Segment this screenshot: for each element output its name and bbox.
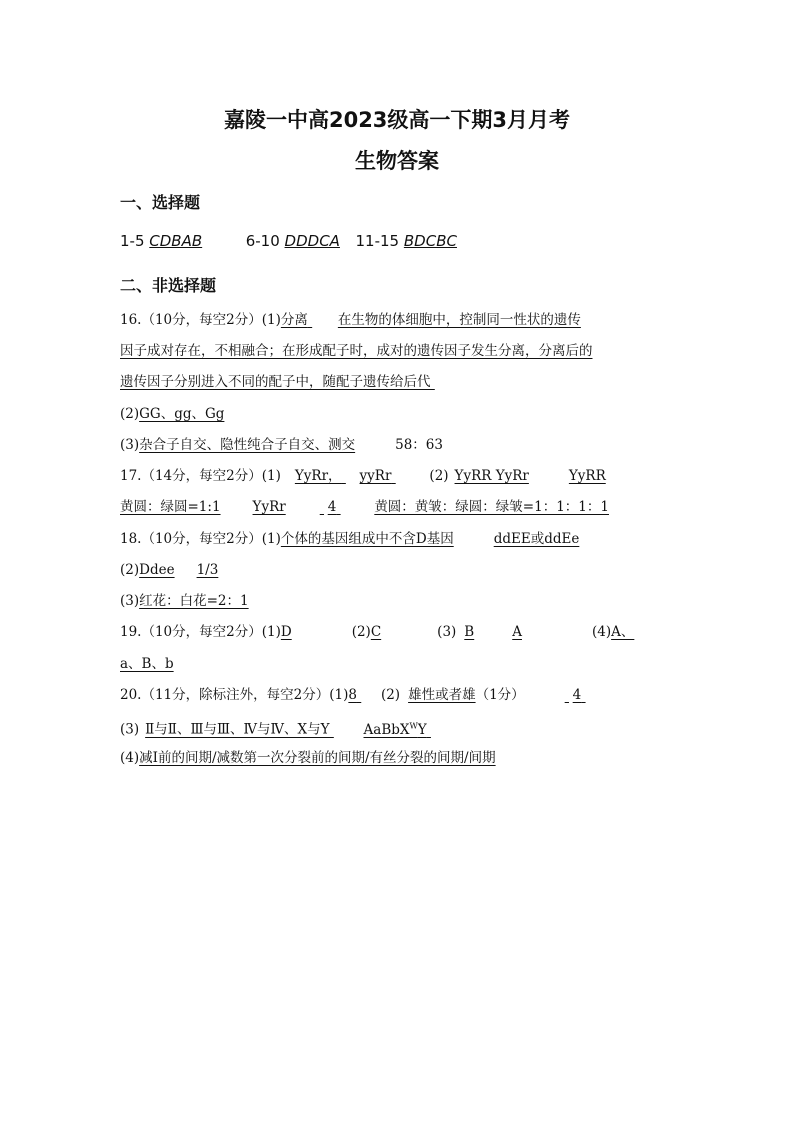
- q20-answer5-base: AaBbX: [363, 721, 410, 738]
- page-subtitle: 生物答案: [355, 149, 439, 173]
- q20-head: 20.（11分，除标注外，每空2分）(1): [120, 687, 349, 703]
- q19-answer4: A: [512, 624, 522, 640]
- q16-answer2-part2: 因子成对存在，不相融合；在形成配子时，成对的遗传因子发生分离，分离后的: [120, 343, 593, 359]
- mcq-group2-label: 6-10: [245, 232, 280, 250]
- q20-answer2-note: （1分）: [475, 687, 525, 703]
- mcq-group1-answers: CDBAB: [149, 232, 203, 250]
- q18-answer1: 个体的基因组成中不含D基因: [280, 531, 454, 547]
- q18-part3-prefix: (3): [120, 593, 140, 609]
- q19-head: 19.（10分，每空2分）(1): [120, 624, 281, 640]
- q16-part2-answer: GG、gg、Gg: [139, 406, 225, 422]
- mcq-answers-row: [120, 232, 457, 250]
- q17-answer5: 黄圆：绿圆=1:1: [120, 499, 221, 515]
- q17-answer8: 黄圆：黄皱：绿圆：绿皱=1：1：1：1: [374, 499, 609, 515]
- q20-part2-prefix: (2): [380, 687, 401, 703]
- q17-part2-prefix: (2): [429, 468, 449, 484]
- q18-line2: [120, 560, 218, 580]
- q17-answer7: 4: [327, 499, 337, 515]
- q17-head: 17.（14分，每空2分）(1): [120, 468, 281, 484]
- q20-line3: [120, 748, 496, 768]
- q18-answer4: 1/3: [196, 562, 219, 578]
- q19-answer5-part1: A、: [611, 624, 635, 640]
- q16-part3-answer1: 杂合子自交、隐性纯合子自交、测交: [139, 437, 356, 453]
- q18-part2-prefix: (2): [120, 562, 140, 578]
- q18-line1: [120, 529, 579, 549]
- q17-line2: [120, 497, 609, 517]
- q17-answer4: YyRR: [568, 468, 606, 484]
- q19-answer3: B: [464, 624, 475, 640]
- mcq-group2-answers: DDDCA: [284, 232, 340, 250]
- q20-answer5-end: Y: [417, 721, 427, 738]
- section-choice-heading: 一、选择题: [120, 193, 201, 212]
- q18-line3: [120, 591, 249, 611]
- q20-answer5-sup: W: [409, 721, 418, 730]
- q16-part2-prefix: (2): [120, 406, 140, 422]
- q16-answer2-part1: 在生物的体细胞中，控制同一性状的遗传: [337, 312, 581, 328]
- q16-part3-answer2: 58：63: [395, 437, 443, 453]
- q19-answer1: D: [280, 624, 292, 640]
- q16-part3-prefix: (3): [120, 437, 140, 453]
- q20-answer6: 减Ⅰ前的间期/减数第一次分裂前的间期/有丝分裂的间期/间期: [139, 750, 496, 766]
- q17-answer1: YyRr，: [294, 468, 342, 484]
- q20-line2: [120, 716, 441, 740]
- q20-answer5: [364, 722, 427, 738]
- q20-part4-prefix: (4): [120, 750, 140, 766]
- q19-part4-prefix: (4): [591, 624, 612, 640]
- mcq-group3-answers: BDCBC: [403, 232, 457, 250]
- q20-answer4: Ⅱ与Ⅱ、Ⅲ与Ⅲ、Ⅳ与Ⅳ、X与Y: [145, 721, 330, 738]
- q17-answer2: yyRr: [359, 468, 392, 484]
- q20-answer2: 雄性或者雄: [408, 687, 476, 703]
- q20-part3-prefix: (3): [120, 721, 140, 738]
- q20-line1: [120, 685, 589, 705]
- q20-answer3: 4: [572, 687, 582, 703]
- q17-answer6: YyRr: [252, 499, 286, 515]
- q16-answer2-part3: 遗传因子分别进入不同的配子中，随配子遗传给后代: [120, 374, 431, 390]
- q19-part2-prefix: (2): [351, 624, 371, 640]
- q18-answer5: 红花：白花=2：1: [139, 593, 249, 609]
- q19-part3-prefix: (3): [437, 624, 457, 640]
- q16-line3: [120, 372, 457, 392]
- q16-answer1: 分离: [280, 312, 308, 328]
- section-nonchoice-heading: 二、非选择题: [120, 276, 217, 295]
- mcq-group3-label: 11-15: [355, 232, 400, 250]
- q18-head: 18.（10分，每空2分）(1): [120, 531, 281, 547]
- q16-line2: [120, 341, 593, 361]
- q19-line2: [120, 654, 174, 674]
- q16-head: 16.（10分，每空2分）(1): [120, 312, 281, 328]
- q16-line5: [120, 435, 443, 455]
- q19-answer2: C: [370, 624, 382, 640]
- q19-line1: [120, 622, 634, 642]
- q18-answer3: Ddee: [139, 562, 175, 578]
- q16-line4: [120, 404, 224, 424]
- q17-answer3: YyRR YyRr: [454, 468, 529, 484]
- q20-answer1: 8: [348, 687, 357, 703]
- q18-answer2: ddEE或ddEe: [493, 531, 580, 547]
- q17-line1: [120, 466, 606, 486]
- q16-line1: [120, 310, 581, 330]
- q19-answer5-part2: a、B、b: [120, 656, 174, 672]
- mcq-group1-label: 1-5: [120, 232, 145, 250]
- page-title: 嘉陵一中高2023级高一下期3月月考: [223, 108, 571, 132]
